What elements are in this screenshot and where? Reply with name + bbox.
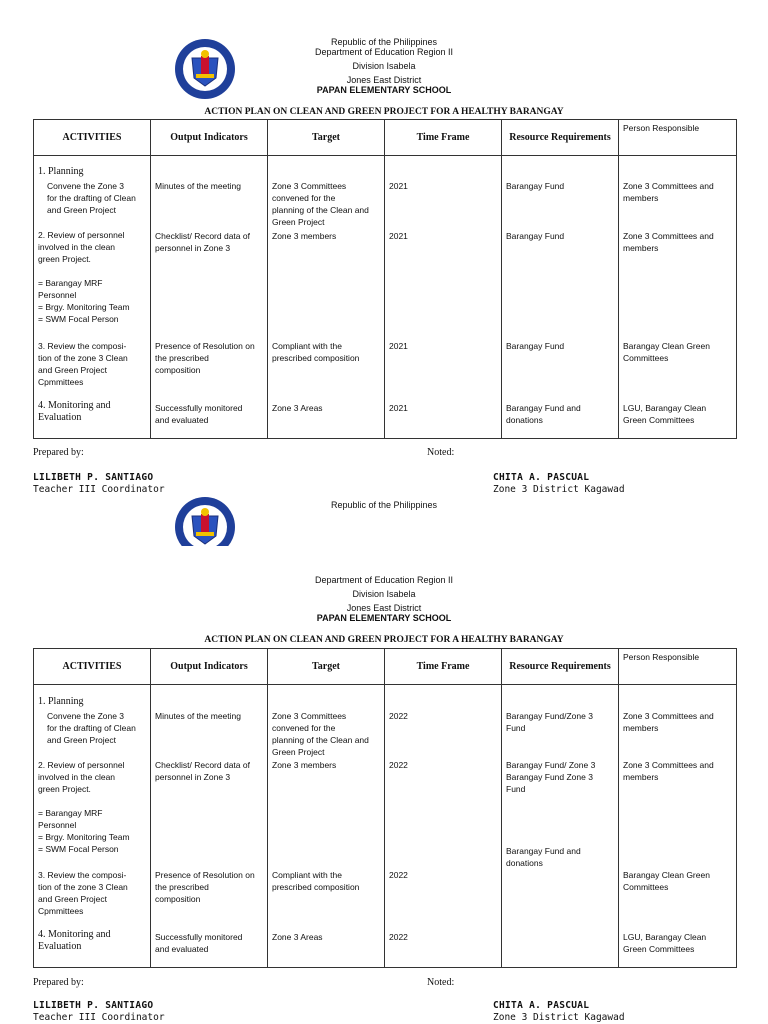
header-division: Division Isabela bbox=[352, 589, 416, 599]
time-cell bbox=[385, 156, 502, 439]
table-row bbox=[34, 685, 737, 968]
header-district: Jones East District bbox=[346, 603, 422, 613]
target-1: Zone 3 Committees convened for the planning of the Clean and Green Project bbox=[272, 711, 369, 757]
col-target: Target bbox=[268, 649, 385, 685]
header-department: Department of Education Region II bbox=[314, 47, 454, 57]
target-1: Zone 3 Committees convened for the planning of the Clean and Green Project bbox=[272, 181, 369, 227]
target-2: Zone 3 members bbox=[272, 760, 337, 770]
table-row bbox=[34, 156, 737, 439]
target-cell bbox=[268, 685, 385, 968]
activity-planning-title: 1. Planning bbox=[38, 166, 84, 177]
person-3: Barangay Clean Green Committees bbox=[623, 870, 710, 892]
time-4: 2022 bbox=[389, 932, 408, 942]
col-person-responsible: Person Responsible bbox=[619, 649, 737, 685]
person-1: Zone 3 Committees and members bbox=[623, 181, 714, 203]
activity-review-composition: 3. Review the composi- tion of the zone 3 Clean and Green Project Cpmmittees bbox=[38, 870, 128, 916]
activity-personnel-list: = Barangay MRF Personnel = Brgy. Monitoring Team = SWM Focal Person bbox=[38, 278, 130, 324]
noter-name: CHITA A. PASCUAL bbox=[493, 472, 590, 483]
header-republic: Republic of the Philippines bbox=[330, 37, 438, 47]
preparer-title: Teacher III Coordinator bbox=[33, 1012, 165, 1023]
action-plan-table bbox=[33, 648, 737, 968]
plan-title: ACTION PLAN ON CLEAN AND GREEN PROJECT FOR A HEALTHY BARANGAY bbox=[204, 107, 564, 117]
header-school: PAPAN ELEMENTARY SCHOOL bbox=[316, 613, 452, 623]
activity-planning-detail: Convene the Zone 3 for the drafting of Clean and Green Project bbox=[47, 181, 136, 215]
output-cell bbox=[151, 156, 268, 439]
person-1: Zone 3 Committees and members bbox=[623, 711, 714, 733]
header-district: Jones East District bbox=[346, 75, 422, 85]
preparer-title: Teacher III Coordinator bbox=[33, 484, 165, 495]
col-activities: ACTIVITIES bbox=[34, 120, 151, 156]
time-1: 2021 bbox=[389, 181, 408, 191]
target-4: Zone 3 Areas bbox=[272, 403, 323, 413]
resource-cell bbox=[502, 156, 619, 439]
col-time-frame: Time Frame bbox=[385, 120, 502, 156]
noter-name: CHITA A. PASCUAL bbox=[493, 1000, 590, 1011]
preparer-name: LILIBETH P. SANTIAGO bbox=[33, 1000, 154, 1011]
col-person-responsible: Person Responsible bbox=[619, 120, 737, 156]
time-cell bbox=[385, 685, 502, 968]
activity-planning-title: 1. Planning bbox=[38, 696, 84, 707]
col-resource-requirements: Resource Requirements bbox=[502, 120, 619, 156]
resource-4: Barangay Fund and donations bbox=[506, 403, 581, 425]
activity-personnel-list: = Barangay MRF Personnel = Brgy. Monitoring Team = SWM Focal Person bbox=[38, 808, 130, 854]
person-cell bbox=[619, 156, 737, 439]
noter-title: Zone 3 District Kagawad bbox=[493, 1012, 625, 1023]
resource-2: Barangay Fund bbox=[506, 231, 565, 241]
col-output-indicators: Output Indicators bbox=[151, 120, 268, 156]
output-1: Minutes of the meeting bbox=[155, 181, 241, 191]
preparer-name: LILIBETH P. SANTIAGO bbox=[33, 472, 154, 483]
time-3: 2022 bbox=[389, 870, 408, 880]
person-2: Zone 3 Committees and members bbox=[623, 231, 714, 253]
col-output-indicators: Output Indicators bbox=[151, 649, 268, 685]
activity-review-personnel: 2. Review of personnel involved in the clean green Project. bbox=[38, 760, 125, 794]
activity-monitoring: 4. Monitoring and Evaluation bbox=[38, 929, 111, 952]
time-3: 2021 bbox=[389, 341, 408, 351]
noted-label: Noted: bbox=[427, 447, 455, 458]
header-department: Department of Education Region II bbox=[314, 575, 454, 585]
col-activities: ACTIVITIES bbox=[34, 649, 151, 685]
output-cell bbox=[151, 685, 268, 968]
activities-cell bbox=[34, 685, 151, 968]
target-4: Zone 3 Areas bbox=[272, 932, 323, 942]
plan-title: ACTION PLAN ON CLEAN AND GREEN PROJECT FOR A HEALTHY BARANGAY bbox=[204, 635, 564, 645]
noted-label: Noted: bbox=[427, 977, 455, 988]
time-1: 2022 bbox=[389, 711, 408, 721]
target-cell bbox=[268, 156, 385, 439]
prepared-by-label: Prepared by: bbox=[33, 447, 84, 458]
resource-2b: Barangay Fund and donations bbox=[506, 846, 581, 868]
activity-planning-detail: Convene the Zone 3 for the drafting of Clean and Green Project bbox=[47, 711, 136, 745]
resource-2: Barangay Fund/ Zone 3 Barangay Fund Zone 3 Fund bbox=[506, 760, 596, 794]
output-4: Successfully monitored and evaluated bbox=[155, 403, 243, 425]
col-time-frame: Time Frame bbox=[385, 649, 502, 685]
col-target: Target bbox=[268, 120, 385, 156]
resource-3: Barangay Fund bbox=[506, 341, 565, 351]
output-1: Minutes of the meeting bbox=[155, 711, 241, 721]
activities-cell bbox=[34, 156, 151, 439]
output-2: Checklist/ Record data of personnel in Zone 3 bbox=[155, 760, 250, 782]
person-4: LGU, Barangay Clean Green Committees bbox=[623, 403, 707, 425]
header-school: PAPAN ELEMENTARY SCHOOL bbox=[316, 85, 452, 95]
header-republic: Republic of the Philippines bbox=[330, 500, 438, 510]
person-2: Zone 3 Committees and members bbox=[623, 760, 714, 782]
activity-monitoring: 4. Monitoring and Evaluation bbox=[38, 400, 111, 423]
time-2: 2022 bbox=[389, 760, 408, 770]
resource-cell bbox=[502, 685, 619, 968]
output-3: Presence of Resolution on the prescribed composition bbox=[155, 870, 255, 904]
action-plan-table bbox=[33, 119, 737, 439]
target-3: Compliant with the prescribed composition bbox=[272, 870, 360, 892]
prepared-by-label: Prepared by: bbox=[33, 977, 84, 988]
output-4: Successfully monitored and evaluated bbox=[155, 932, 243, 954]
resource-1: Barangay Fund bbox=[506, 181, 565, 191]
target-3: Compliant with the prescribed composition bbox=[272, 341, 360, 363]
person-4: LGU, Barangay Clean Green Committees bbox=[623, 932, 707, 954]
resource-1: Barangay Fund/Zone 3 Fund bbox=[506, 711, 593, 733]
time-4: 2021 bbox=[389, 403, 408, 413]
person-3: Barangay Clean Green Committees bbox=[623, 341, 710, 363]
person-cell bbox=[619, 685, 737, 968]
activity-review-personnel: 2. Review of personnel involved in the clean green Project. bbox=[38, 230, 125, 264]
activity-review-composition: 3. Review the composi- tion of the zone 3 Clean and Green Project Cpmmittees bbox=[38, 341, 128, 387]
header-division: Division Isabela bbox=[352, 61, 416, 71]
target-2: Zone 3 members bbox=[272, 231, 337, 241]
output-2: Checklist/ Record data of personnel in Zone 3 bbox=[155, 231, 250, 253]
output-3: Presence of Resolution on the prescribed composition bbox=[155, 341, 255, 375]
time-2: 2021 bbox=[389, 231, 408, 241]
col-resource-requirements: Resource Requirements bbox=[502, 649, 619, 685]
noter-title: Zone 3 District Kagawad bbox=[493, 484, 625, 495]
